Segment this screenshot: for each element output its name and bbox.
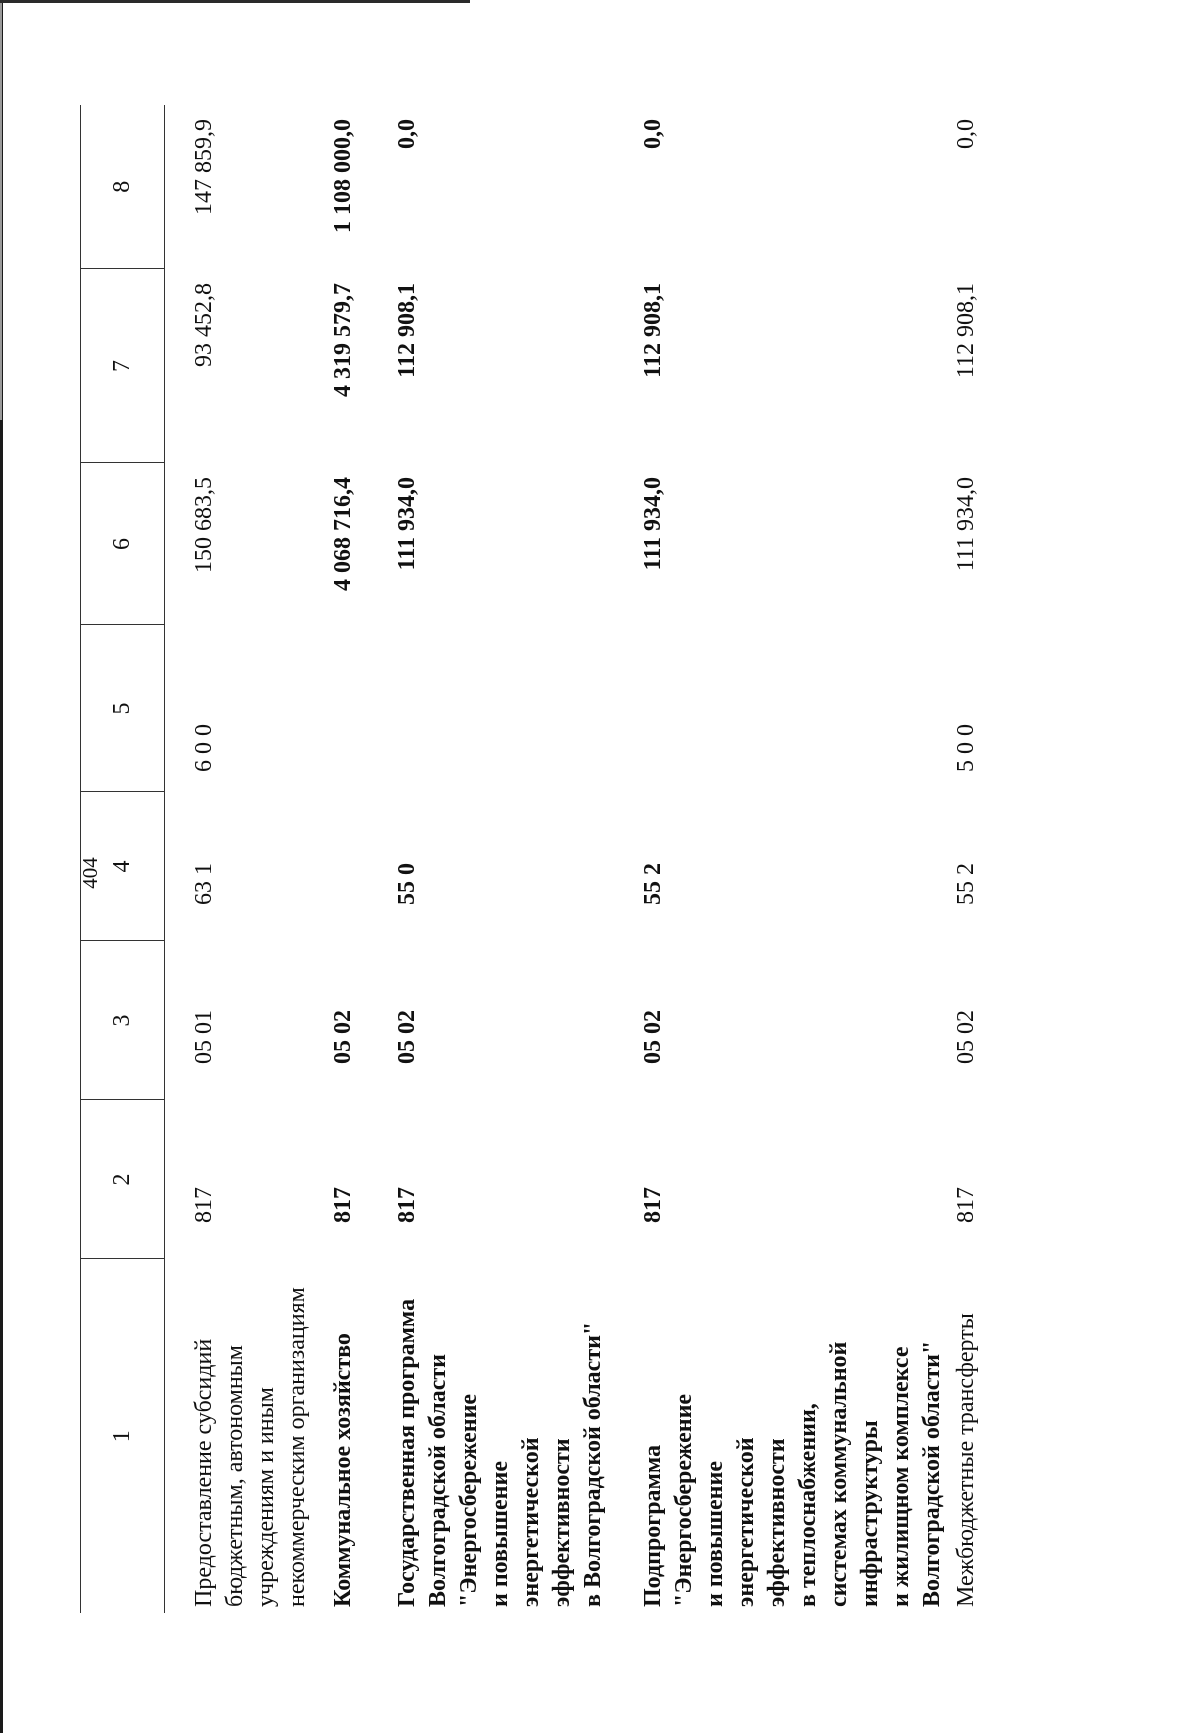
expense-type-code [637,625,948,792]
section-code: 05 02 [640,1010,666,1064]
col-header-2: 2 [81,1100,165,1259]
section-code: 05 02 [394,1010,420,1064]
expense-type-code: 6 0 0 [191,724,217,772]
amount-col7: 112 908,1 [640,283,666,378]
table-row [948,105,991,1613]
row-name-line: энергетической [733,1437,759,1607]
amount-col8: 1 108 000,0 [330,119,356,233]
amount-col8: 147 859,9 [191,119,217,215]
expense-type-code [325,625,385,792]
row-name-line: Волгоградской области [425,1354,451,1607]
amount-col7: 112 908,1 [953,283,979,379]
ved-code: 817 [394,1187,420,1223]
row-name-line: Коммунальное хозяйство [330,1333,356,1607]
expense-type-code: 5 0 0 [953,724,979,772]
table-row [325,105,385,1613]
row-name-line: и повышение [702,1461,728,1607]
col-header-3: 3 [81,941,165,1100]
amount-col7: 112 908,1 [394,283,420,378]
target-article-code: 55 0 [394,863,420,905]
row-name-line: в теплоснабжении, [795,1403,821,1607]
amount-col8: 0,0 [953,119,979,149]
row-name-line: Государственная программа [394,1298,420,1607]
col-header-4: 4 [81,792,165,941]
amount-col6: 111 934,0 [953,477,979,572]
target-article-code [325,792,385,941]
section-code: 05 01 [191,1010,217,1064]
row-name-line: системах коммунальной [826,1341,852,1607]
col-header-5: 5 [81,625,165,792]
row-name-line: некоммерческим организациям [284,1287,310,1607]
header-row [81,105,165,1613]
row-name-line: и жилищном комплексе [888,1346,914,1607]
section-code: 05 02 [330,1010,356,1064]
row-name-line: "Энергосбережение [671,1393,697,1607]
target-article-code: 55 2 [953,863,979,905]
row-name-line: эффективности [764,1438,790,1607]
col-header-8: 8 [81,105,165,269]
amount-col6: 111 934,0 [640,477,666,571]
amount-col6: 111 934,0 [394,477,420,571]
amount-col8: 0,0 [394,119,420,149]
expense-type-code [385,625,637,792]
row-name-line: инфраструктуры [857,1420,883,1607]
col-header-1: 1 [81,1259,165,1613]
row-name-line: эффективности [549,1438,575,1607]
col-header-7: 7 [81,269,165,463]
row-name [637,1259,948,1613]
table-row [385,105,637,1613]
row-name-line: Волгоградской области" [919,1340,945,1607]
row-name-line: и повышение [487,1461,513,1607]
page-number: 404 [78,857,102,889]
amount-col6: 4 068 716,4 [330,477,356,591]
row-name [165,1259,326,1613]
row-name-line: учреждениям и иным [253,1387,279,1607]
row-name [325,1259,385,1613]
amount-col8: 0,0 [640,119,666,149]
row-name-line: в Волгоградской области" [580,1321,606,1607]
col-header-6: 6 [81,463,165,625]
amount-col7: 93 452,8 [191,283,217,367]
table-row [165,105,326,1613]
ved-code: 817 [191,1187,217,1223]
target-article-code: 63 1 [191,863,217,905]
row-name-line: "Энергосбережение [456,1393,482,1607]
table-row [637,105,948,1613]
row-name [948,1259,991,1613]
budget-table [80,105,991,1613]
row-name-line: Подпрограмма [640,1444,666,1607]
section-code: 05 02 [953,1010,979,1064]
ved-code: 817 [953,1187,979,1223]
ved-code: 817 [330,1187,356,1223]
amount-col7: 4 319 579,7 [330,283,356,397]
row-name-line: Предоставление субсидий [191,1338,217,1607]
row-name [385,1259,637,1613]
amount-col6: 150 683,5 [191,477,217,573]
ved-code: 817 [640,1187,666,1223]
row-name-line: бюджетным, автономным [222,1345,248,1607]
target-article-code: 55 2 [640,863,666,905]
row-name-line: энергетической [518,1437,544,1607]
row-name-line: Межбюджетные трансферты [953,1313,979,1607]
